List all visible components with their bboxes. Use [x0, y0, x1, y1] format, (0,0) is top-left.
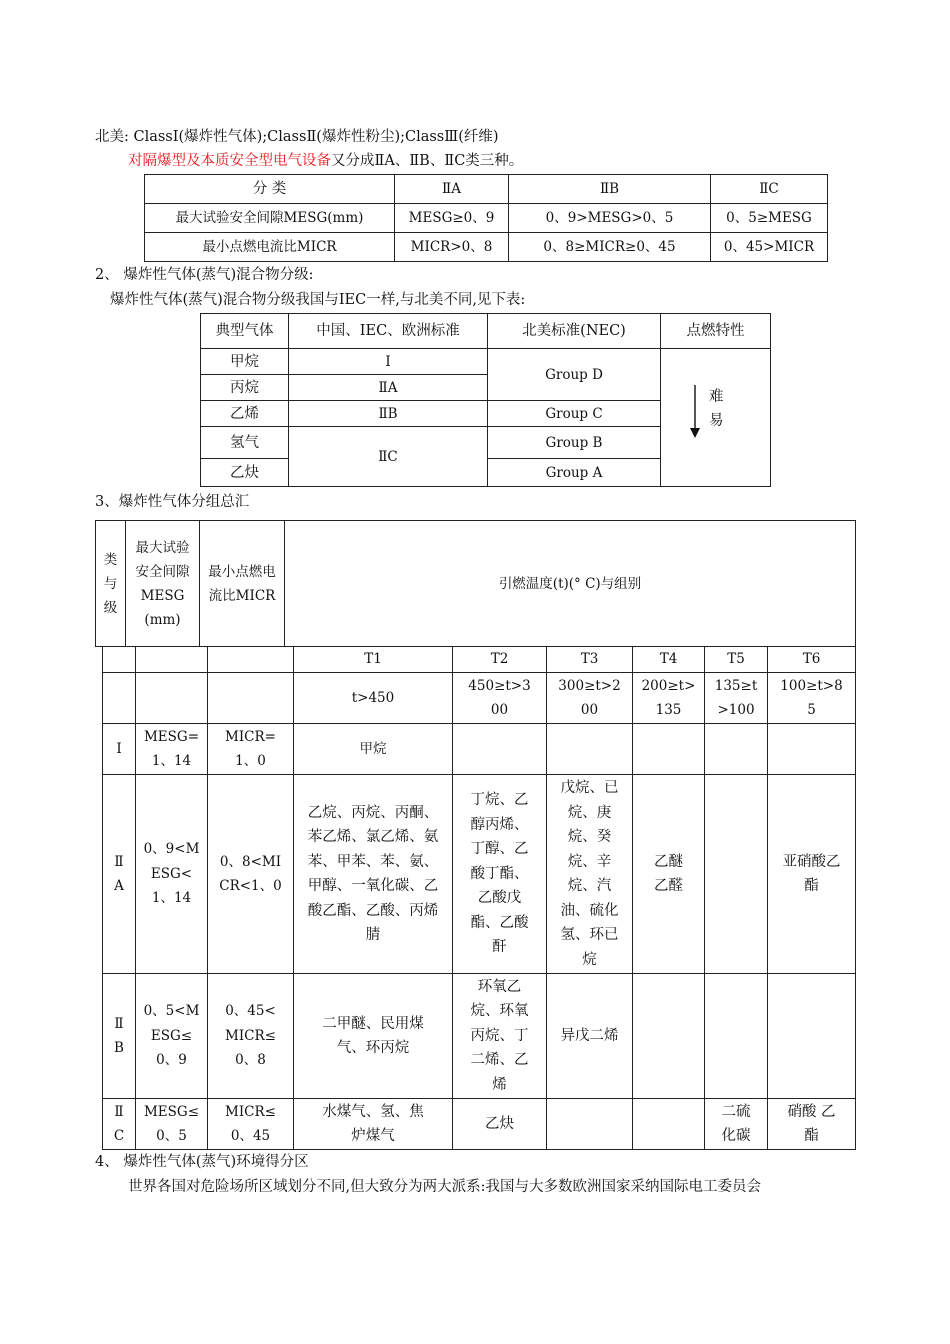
t4-iib	[633, 974, 705, 1099]
t1-iia-text: 乙烷、丙烷、丙酮、苯乙烯、氯乙烯、氨苯、甲苯、苯、氨、甲醇、一氧化碳、乙酸乙酯、乙酸、丙烯腈	[307, 804, 439, 943]
group-t5: T5	[705, 647, 768, 673]
t4-i	[633, 724, 705, 775]
t3-iib: 异戊二烯	[547, 974, 633, 1099]
t2-i	[453, 724, 547, 775]
empty-cell	[103, 647, 136, 673]
empty-cell	[136, 647, 208, 673]
head-temperature: 引燃温度(t)(° C)与组别	[285, 521, 856, 647]
t4-iia-text: 乙醚乙醛	[654, 853, 683, 894]
table1-cell: 0、9>MESG>0、5	[509, 204, 711, 233]
t1-iia	[294, 775, 453, 974]
t1-iic-text: 水煤气、氢、焦炉煤气	[322, 1103, 424, 1144]
table2-iec: Ⅰ	[289, 349, 488, 375]
class-i: Ⅰ	[103, 724, 136, 775]
t6-iib	[768, 974, 856, 1099]
ignition-easy-label: 易	[709, 413, 724, 429]
t2-iib-text: 环氧乙烷、环氧丙烷、丁二烯、乙烯	[470, 978, 529, 1093]
section3-heading: 3、爆炸性气体分组总汇	[95, 494, 250, 510]
table2-header-ignition: 点燃特性	[661, 314, 771, 349]
range-t6-text: 100≥t>85	[780, 677, 843, 718]
class-iic	[103, 1099, 136, 1150]
table1-header-category: 分 类	[145, 175, 395, 204]
mesg-iic-text: MESG≤0、5	[143, 1103, 200, 1144]
subclass-table	[144, 174, 828, 262]
mesg-i	[136, 724, 208, 775]
table1-cell: MICR>0、8	[395, 233, 509, 262]
micr-iib	[208, 974, 294, 1099]
range-t4-text: 200≥t>135	[641, 677, 696, 718]
table2-nec: Group B	[488, 427, 661, 459]
micr-iic	[208, 1099, 294, 1150]
empty-cell	[208, 647, 294, 673]
intro-classes-line: 北美: ClassⅠ(爆炸性气体);ClassⅡ(爆炸性粉尘);ClassⅢ(纤维)	[95, 129, 499, 145]
section4-heading: 4、 爆炸性气体(蒸气)环境得分区	[95, 1154, 309, 1170]
table1-cell: 0、5≥MESG	[711, 204, 828, 233]
subclass-text: 又分成ⅡA、ⅡB、ⅡC类三种。	[331, 153, 524, 169]
range-t2	[453, 673, 547, 724]
mesg-iia-text: 0、9<MESG<1、14	[143, 841, 200, 907]
table2-iec: ⅡC	[289, 427, 488, 487]
t4-iic	[633, 1099, 705, 1150]
t5-iic	[705, 1099, 768, 1150]
table1-header-iib: ⅡB	[509, 175, 711, 204]
t5-iic-text: 二硫化碳	[721, 1103, 751, 1144]
t6-iic	[768, 1099, 856, 1150]
table2-nec: Group A	[488, 459, 661, 487]
head-mesg-text: 最大试验安全间隙MESG(mm)	[135, 539, 190, 628]
table2-header-iec: 中国、IEC、欧洲标准	[289, 314, 488, 349]
table2-header-nec: 北美标准(NEC)	[488, 314, 661, 349]
range-t3-text: 300≥t>200	[558, 677, 621, 718]
table1-header-iic: ⅡC	[711, 175, 828, 204]
t1-iic	[294, 1099, 453, 1150]
mesg-iib	[136, 974, 208, 1099]
t3-iic	[547, 1099, 633, 1150]
head-mesg	[126, 521, 200, 647]
gas-group-header-table	[95, 520, 856, 647]
mesg-iia	[136, 775, 208, 974]
micr-iib-text: 0、45<MICR≤0、8	[225, 1003, 276, 1069]
mesg-iib-text: 0、5<MESG≤0、9	[143, 1003, 200, 1069]
class-iia-text: ⅡA	[114, 853, 124, 894]
range-t1: t>450	[294, 673, 453, 724]
t6-iia-text: 亚硝酸乙酯	[782, 853, 841, 894]
range-t5	[705, 673, 768, 724]
t3-iia	[547, 775, 633, 974]
table2-header-gas: 典型气体	[201, 314, 289, 349]
table1-cell: 0、45>MICR	[711, 233, 828, 262]
table2-gas: 甲烷	[201, 349, 289, 375]
t6-iic-text: 硝酸 乙酯	[787, 1103, 836, 1144]
table1-row-label: 最大试验安全间隙MESG(mm)	[145, 204, 395, 233]
head-class-level-text: 类与级	[103, 551, 118, 616]
table2-gas: 丙烷	[201, 375, 289, 401]
table2-ignition-cell	[661, 349, 771, 487]
mesg-iic	[136, 1099, 208, 1150]
class-iib	[103, 974, 136, 1099]
t4-iia	[633, 775, 705, 974]
t3-i	[547, 724, 633, 775]
range-t5-text: 135≥t>100	[714, 677, 758, 718]
ignition-hard-label: 难	[709, 389, 724, 405]
t5-iia	[705, 775, 768, 974]
range-t3	[547, 673, 633, 724]
t6-iia	[768, 775, 856, 974]
section2-text: 爆炸性气体(蒸气)混合物分级我国与IEC一样,与北美不同,见下表:	[110, 292, 526, 308]
t5-iib	[705, 974, 768, 1099]
highlight-equipment-text: 对隔爆型及本质安全型电气设备	[128, 153, 331, 169]
intro-subclass-line	[128, 151, 523, 171]
empty-cell	[103, 673, 136, 724]
t2-iib	[453, 974, 547, 1099]
table1-header-iia: ⅡA	[395, 175, 509, 204]
t1-iib	[294, 974, 453, 1099]
gas-classification-table	[200, 313, 771, 487]
gas-group-table	[102, 646, 856, 1150]
table1-cell: MESG≥0、9	[395, 204, 509, 233]
micr-iia	[208, 775, 294, 974]
group-t6: T6	[768, 647, 856, 673]
t5-i	[705, 724, 768, 775]
t1-iib-text: 二甲醚、民用煤气、环丙烷	[322, 1015, 424, 1056]
table2-gas: 乙烯	[201, 401, 289, 427]
empty-cell	[208, 673, 294, 724]
table2-iec: ⅡB	[289, 401, 488, 427]
section4-text: 世界各国对危险场所区域划分不同,但大致分为两大派系:我国与大多数欧洲国家采纳国际电工委员会	[128, 1179, 761, 1195]
table2-nec: Group C	[488, 401, 661, 427]
t1-i: 甲烷	[294, 724, 453, 775]
t2-iia-text: 丁烷、乙醇丙烯、丁醇、乙酸丁酯、乙酸戊酯、乙酸酐	[470, 792, 529, 956]
table2-nec: Group D	[488, 349, 661, 401]
range-t6	[768, 673, 856, 724]
down-arrow-icon	[688, 384, 702, 440]
micr-i-text: MICR=1、0	[225, 728, 276, 769]
table2-gas: 氢气	[201, 427, 289, 459]
table2-iec: ⅡA	[289, 375, 488, 401]
class-iib-text: ⅡB	[114, 1015, 124, 1056]
head-micr	[200, 521, 285, 647]
table2-gas: 乙炔	[201, 459, 289, 487]
group-t4: T4	[633, 647, 705, 673]
section2-heading: 2、 爆炸性气体(蒸气)混合物分级:	[95, 267, 314, 283]
head-micr-text: 最小点燃电流比MICR	[208, 563, 276, 604]
t2-iic: 乙炔	[453, 1099, 547, 1150]
group-t1: T1	[294, 647, 453, 673]
table1-cell: 0、8≥MICR≥0、45	[509, 233, 711, 262]
t3-iia-text: 戊烷、已烷、庚烷、癸烷、辛烷、汽油、硫化氢、环已烷	[560, 780, 619, 968]
mesg-i-text: MESG=1、14	[143, 728, 200, 769]
micr-i	[208, 724, 294, 775]
range-t2-text: 450≥t>300	[468, 677, 531, 718]
micr-iia-text: 0、8<MICR<1、0	[219, 853, 282, 894]
t6-i	[768, 724, 856, 775]
group-t2: T2	[453, 647, 547, 673]
empty-cell	[136, 673, 208, 724]
class-iia	[103, 775, 136, 974]
micr-iic-text: MICR≤0、45	[225, 1103, 276, 1144]
class-iic-text: ⅡC	[113, 1103, 125, 1144]
table1-row-label: 最小点燃电流比MICR	[145, 233, 395, 262]
group-t3: T3	[547, 647, 633, 673]
range-t4	[633, 673, 705, 724]
t2-iia	[453, 775, 547, 974]
head-class-level	[96, 521, 126, 647]
